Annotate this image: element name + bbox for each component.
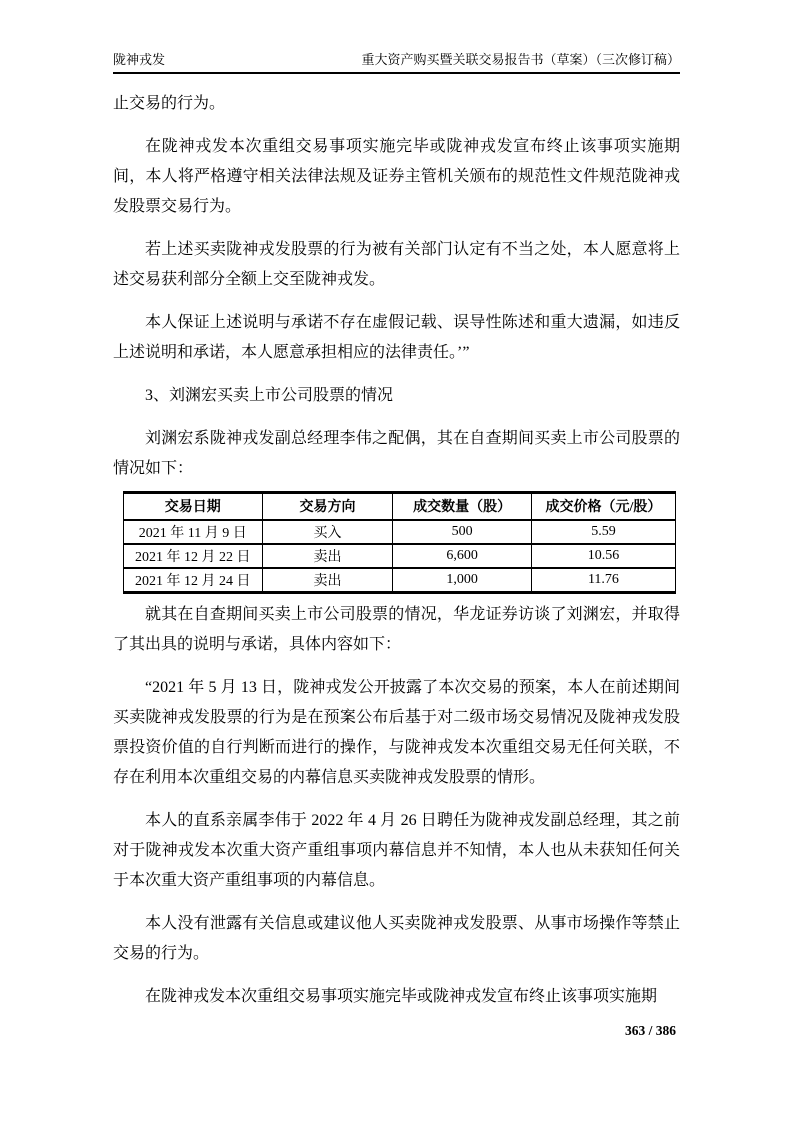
paragraph-page-break: 在陇神戎发本次重组交易事项实施完毕或陇神戎发宣布终止该事项实施期 xyxy=(145,987,658,1005)
table-cell-volume: 1,000 xyxy=(393,568,532,593)
table-header-row xyxy=(124,493,676,520)
table-header-price: 成交价格（元/股） xyxy=(531,493,675,520)
table-cell-date: 2021 年 12 月 22 日 xyxy=(124,544,263,568)
table-row xyxy=(124,520,676,544)
paragraph: 本人的直系亲属李伟于 2022 年 4 月 26 日聘任为陇神戎发副总经理，其之前对于陇神戎发本次重大资产重组事项内幕信息并不知情，本人也从未获知任何关于本次重大资产重组事项的内幕信息。 xyxy=(113,811,680,889)
paragraph: “2021 年 5 月 13 日，陇神戎发公开披露了本次交易的预案，本人在前述期间买卖陇神戎发股票的行为是在预案公布后基于对二级市场交易情况及陇神戎发股票投资价值的自行判断而进行的操作，与陇神戎发本次重组交易无任何关联，不存在利用本次重组交易的内幕信息买卖陇神戎发股票的情形。 xyxy=(113,678,680,786)
table-cell-price: 10.56 xyxy=(531,544,675,568)
table-cell-date: 2021 年 11 月 9 日 xyxy=(124,520,263,544)
table-header-trade-date: 交易日期 xyxy=(124,493,263,520)
table-row xyxy=(124,568,676,593)
paragraph-continuation: 止交易的行为。 xyxy=(113,95,226,112)
paragraph: 若上述买卖陇神戎发股票的行为被有关部门认定有不当之处，本人愿意将上述交易获利部分全额上交至陇神戎发。 xyxy=(113,241,680,288)
table-cell-date: 2021 年 12 月 24 日 xyxy=(124,568,263,593)
paragraph: 就其在自查期间买卖上市公司股票的情况，华龙证券访谈了刘渊宏，并取得了其出具的说明与承诺，具体内容如下： xyxy=(113,605,680,653)
paragraph: 本人保证上述说明与承诺不存在虚假记载、误导性陈述和重大遗漏，如违反上述说明和承诺，本人愿意承担相应的法律责任。’” xyxy=(113,314,680,361)
page-number: 363 / 386 xyxy=(624,1023,676,1038)
table-header-trade-direction: 交易方向 xyxy=(262,493,393,520)
table-header-volume: 成交数量（股） xyxy=(393,493,532,520)
paragraph: 本人没有泄露有关信息或建议他人买卖陇神戎发股票、从事市场操作等禁止交易的行为。 xyxy=(113,914,680,962)
table-row xyxy=(124,544,676,568)
paragraph: 在陇神戎发本次重组交易事项实施完毕或陇神戎发宣布终止该事项实施期间，本人将严格遵守相关法律法规及证券主管机关颁布的规范性文件规范陇神戎发股票交易行为。 xyxy=(113,138,680,215)
header-company-name: 陇神戎发 xyxy=(113,52,166,67)
running-header xyxy=(113,52,680,74)
paragraph: 刘渊宏系陇神戎发副总经理李伟之配偶，其在自查期间买卖上市公司股票的情况如下： xyxy=(113,430,680,477)
table-cell-direction: 卖出 xyxy=(262,544,393,568)
table-cell-volume: 6,600 xyxy=(393,544,532,568)
header-report-title: 重大资产购买暨关联交易报告书（草案）（三次修订稿） xyxy=(361,52,680,67)
stock-trades-table xyxy=(123,491,676,594)
page-content xyxy=(113,89,680,1012)
table-cell-price: 5.59 xyxy=(531,520,675,544)
section-heading: 3、刘渊宏买卖上市公司股票的情况 xyxy=(145,387,394,404)
table-cell-volume: 500 xyxy=(393,520,532,544)
table-cell-direction: 卖出 xyxy=(262,568,393,593)
table-cell-price: 11.76 xyxy=(531,568,675,593)
table-cell-direction: 买入 xyxy=(262,520,393,544)
